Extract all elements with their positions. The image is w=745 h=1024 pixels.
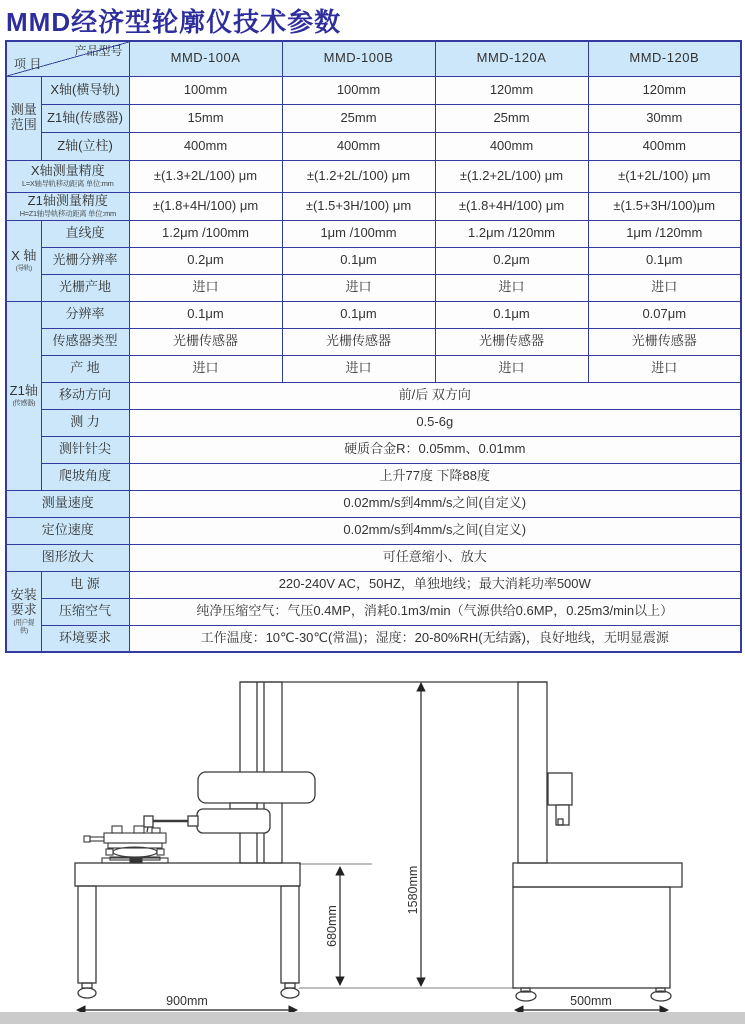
value-cell: 120mm [588,76,741,104]
value-cell: 400mm [282,132,435,160]
machine-front-view [75,682,315,998]
row-label-cell: 传感器类型 [41,328,129,355]
group-cell-z1-axis: Z1轴 (传感器) [6,301,41,490]
value-cell: 400mm [435,132,588,160]
value-cell: 进口 [129,274,282,301]
model-header-cell: MMD-100A [129,41,282,76]
row-label-cell: X轴(横导轨) [41,76,129,104]
row-label-cell: 测针针尖 [41,436,129,463]
value-cell: ±(1.8+4H/100) μm [435,192,588,220]
drive-unit-box [198,772,315,803]
row-label-cell-z1-accuracy: Z1轴测量精度 H=Z1轴导轨移动距离 单位:mm [6,192,129,220]
group-cell-install: 安装 要求 (用户提供) [6,571,41,652]
value-cell: 光栅传感器 [435,328,588,355]
value-cell: 1.2μm /120mm [435,220,588,247]
value-cell: 0.1μm [282,247,435,274]
value-cell-span: 0.02mm/s到4mm/s之间(自定义) [129,490,741,517]
corner-header-cell [6,41,129,76]
value-cell: 30mm [588,104,741,132]
dim-label-table-height: 680mm [325,905,339,947]
value-cell-span: 硬质合金R：0.05mm、0.01mm [129,436,741,463]
row-label-cell: 测量速度 [6,490,129,517]
value-cell: ±(1.5+3H/100)μm [588,192,741,220]
value-cell-span: 0.5-6g [129,409,741,436]
value-cell: 0.1μm [588,247,741,274]
value-cell-span: 前/后 双方向 [129,382,741,409]
row-label-cell: 光栅产地 [41,274,129,301]
value-cell: 1.2μm /100mm [129,220,282,247]
value-cell: 400mm [588,132,741,160]
value-cell: 进口 [282,355,435,382]
value-cell: 进口 [588,355,741,382]
model-header-cell: MMD-120A [435,41,588,76]
value-cell: 0.1μm [129,301,282,328]
group-cell-measure-range: 测量 范围 [6,76,41,160]
right-table [513,863,682,1001]
value-cell: 进口 [435,274,588,301]
sensor-unit-box [197,809,270,833]
page-title: MMD经济型轮廓仪技术参数 [6,7,342,37]
row-label-cell: 图形放大 [6,544,129,571]
value-cell-span: 0.02mm/s到4mm/s之间(自定义) [129,517,741,544]
row-label-cell: 产 地 [41,355,129,382]
row-label-cell: 分辨率 [41,301,129,328]
value-cell-span: 工作温度：10℃-30℃(常温)；湿度：20-80%RH(无结露)，良好地线，无明显震源 [129,625,741,652]
row-label-cell: Z1轴(传感器) [41,104,129,132]
value-cell-span: 纯净压缩空气：气压0.4MP，消耗0.1m3/min（气源供给0.6MP，0.25m3/min以上） [129,598,741,625]
dim-label-total-height: 1580mm [406,865,420,915]
workpiece-vise [84,826,168,863]
value-cell: 光栅传感器 [282,328,435,355]
corner-label-product-model: 产品型号 [74,44,123,58]
machine-dimension-diagram [0,655,745,1024]
value-cell: 进口 [435,355,588,382]
value-cell: 100mm [282,76,435,104]
value-cell-span: 可任意缩小、放大 [129,544,741,571]
dim-label-right-width: 500mm [570,994,612,1008]
value-cell: 0.2μm [129,247,282,274]
row-label-cell: 压缩空气 [41,598,129,625]
model-header-cell: MMD-120B [588,41,741,76]
group-cell-x-axis: X 轴 (导轨) [6,220,41,301]
foot [78,988,96,998]
value-cell: 光栅传感器 [129,328,282,355]
value-cell-span: 上升77度 下降88度 [129,463,741,490]
side-sensor-box [548,773,572,805]
value-cell: 1μm /120mm [588,220,741,247]
row-label-cell: 测 力 [41,409,129,436]
value-cell: ±(1.2+2L/100) μm [282,160,435,192]
machine-side-view [513,682,682,1001]
value-cell: 0.2μm [435,247,588,274]
value-cell: ±(1.8+4H/100) μm [129,192,282,220]
footer-strip [0,1012,745,1024]
drive-connector [230,803,257,809]
value-cell: 光栅传感器 [588,328,741,355]
value-cell-span: 220-240V AC，50HZ，单独地线；最大消耗功率500W [129,571,741,598]
side-stylus [556,805,569,825]
right-column [518,682,547,863]
row-label-cell: 移动方向 [41,382,129,409]
row-label-cell: 爬坡角度 [41,463,129,490]
value-cell: 0.1μm [282,301,435,328]
value-cell: ±(1.3+2L/100) μm [129,160,282,192]
value-cell: 100mm [129,76,282,104]
row-label-cell: Z轴(立柱) [41,132,129,160]
value-cell: ±(1+2L/100) μm [588,160,741,192]
row-label-cell: 直线度 [41,220,129,247]
value-cell: 0.1μm [435,301,588,328]
value-cell: 120mm [435,76,588,104]
value-cell: ±(1.2+2L/100) μm [435,160,588,192]
value-cell: 0.07μm [588,301,741,328]
left-table [75,863,300,998]
foot [281,988,299,998]
value-cell: 400mm [129,132,282,160]
model-header-cell: MMD-100B [282,41,435,76]
value-cell: 1μm /100mm [282,220,435,247]
value-cell: 进口 [282,274,435,301]
row-label-cell: 定位速度 [6,517,129,544]
spec-table [5,40,742,653]
row-label-cell-x-accuracy: X轴测量精度 L=X轴导轨移动距离 单位:mm [6,160,129,192]
value-cell: 25mm [435,104,588,132]
dim-label-left-width: 900mm [166,994,208,1008]
row-label-cell: 电 源 [41,571,129,598]
value-cell: 25mm [282,104,435,132]
value-cell: ±(1.5+3H/100) μm [282,192,435,220]
value-cell: 进口 [588,274,741,301]
value-cell: 15mm [129,104,282,132]
value-cell: 进口 [129,355,282,382]
row-label-cell: 光栅分辨率 [41,247,129,274]
corner-label-item: 项 目 [14,56,42,71]
dimension-lines [77,683,668,1010]
row-label-cell: 环境要求 [41,625,129,652]
